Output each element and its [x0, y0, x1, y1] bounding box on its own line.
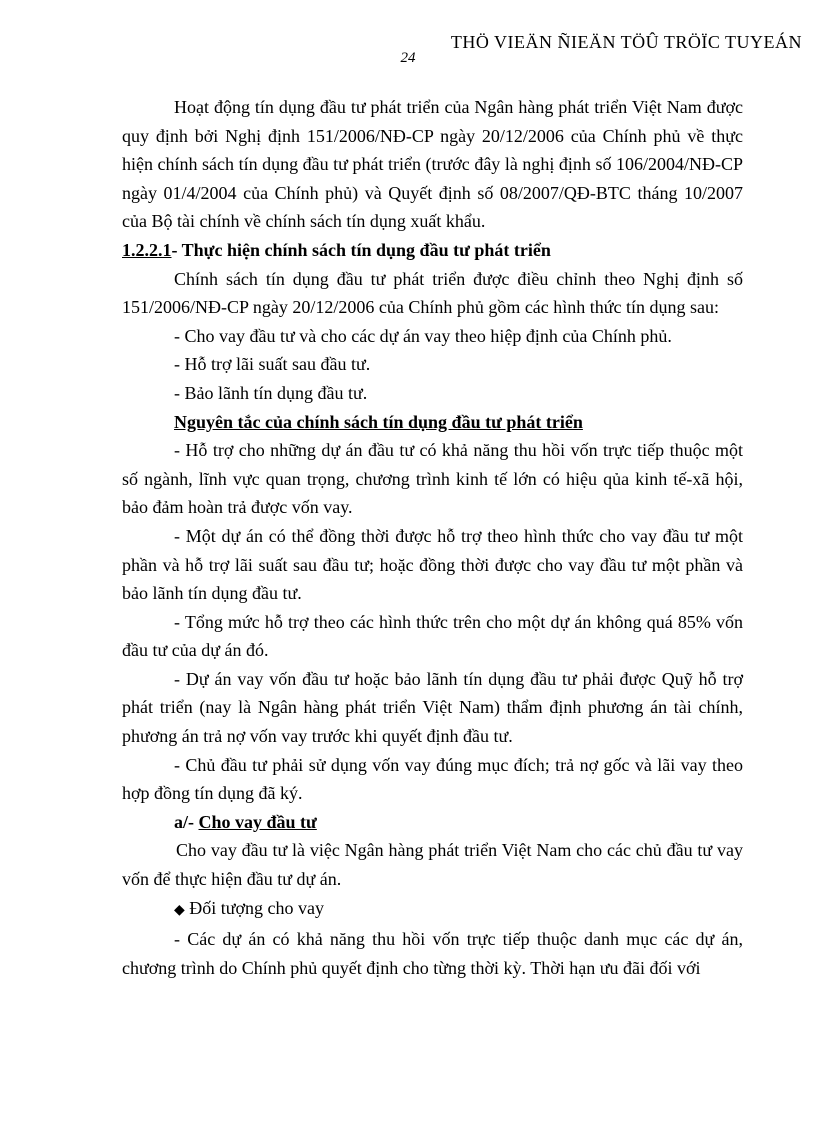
diamond-icon: ◆: [174, 902, 185, 918]
principles-heading: [122, 408, 743, 437]
section-number: 1.2.2.1: [122, 239, 172, 260]
loan-paragraph: Cho vay đầu tư là việc Ngân hàng phát triển Việt Nam cho các chủ đầu tư vay vốn để thực hiện đầu tư dự án.: [122, 840, 743, 890]
library-header: THÖ VIEÄN ÑIEÄN TÖÛ TRÖÏC TUYEÁN: [450, 32, 802, 52]
principles-heading-text: Nguyên tắc của chính sách tín dụng đầu tư phát triển: [174, 411, 583, 432]
subsection-heading: [122, 808, 743, 837]
list-item: - Hỗ trợ cho những dự án đầu tư có khả năng thu hồi vốn trực tiếp thuộc một số ngành, lĩnh vực quan trọng, chương trình kinh tế lớn có hiệu qủa kinh tế-xã hội, bảo đảm hoàn trả được vốn vay.: [122, 440, 743, 518]
intro-paragraph: Hoạt động tín dụng đầu tư phát triển của Ngân hàng phát triển Việt Nam được quy định bởi Nghị định 151/2006/NĐ-CP ngày 20/12/2006 của Chính phủ về thực hiện chính sách tín dụng đầu tư phát triển (trước đây là nghị định số 106/2004/NĐ-CP ngày 01/4/2004 của Chính phủ) và Quyết định số 08/2007/QĐ-BTC tháng 10/2007 của Bộ tài chính về chính sách tín dụng xuất khẩu.: [122, 97, 743, 232]
list-item: - Một dự án có thể đồng thời được hỗ trợ theo hình thức cho vay đầu tư một phần và hỗ trợ lãi suất sau đầu tư; hoặc đồng thời được cho vay đầu tư một phần và bảo lãnh tín dụng đầu tư.: [122, 525, 743, 604]
list-item: - Chủ đầu tư phải sử dụng vốn vay đúng mục đích; trả nợ gốc và lãi vay theo hợp đồng tín dụng đã ký.: [122, 754, 743, 804]
subsection-prefix: a/-: [174, 811, 199, 832]
list-item: - Dự án vay vốn đầu tư hoặc bảo lãnh tín dụng đầu tư phải được Quỹ hỗ trợ phát triển (nay là Ngân hàng phát triển Việt Nam) thẩm định phương án tài chính, phương án trả nợ vốn vay trước khi quyết định đầu tư.: [122, 668, 743, 747]
policy-paragraph: Chính sách tín dụng đầu tư phát triển được điều chỉnh theo Nghị định số 151/2006/NĐ-CP ngày 20/12/2006 của Chính phủ gồm các hình thức tín dụng sau:: [122, 268, 743, 318]
page-number: 24: [400, 50, 416, 66]
document-body: [122, 93, 743, 982]
section-title: - Thực hiện chính sách tín dụng đầu tư phát triển: [171, 239, 551, 260]
subsection-title: Cho vay đầu tư: [198, 811, 317, 832]
list-item: - Hỗ trợ lãi suất sau đầu tư.: [174, 354, 371, 375]
section-heading: [122, 236, 743, 265]
list-item: - Tổng mức hỗ trợ theo các hình thức trên cho một dự án không quá 85% vốn đầu tư của dự án đó.: [122, 611, 743, 661]
list-item: - Cho vay đầu tư và cho các dự án vay theo hiệp định của Chính phủ.: [174, 325, 672, 346]
bullet-heading: [122, 894, 743, 926]
bullet-text: Đối tượng cho vay: [184, 897, 325, 918]
list-item: - Bảo lãnh tín dụng đầu tư.: [174, 382, 368, 403]
eligibility-paragraph: - Các dự án có khả năng thu hồi vốn trực tiếp thuộc danh mục các dự án, chương trình do Chính phủ quyết định cho từng thời kỳ. Thời hạn ưu đãi đối với: [122, 929, 743, 978]
